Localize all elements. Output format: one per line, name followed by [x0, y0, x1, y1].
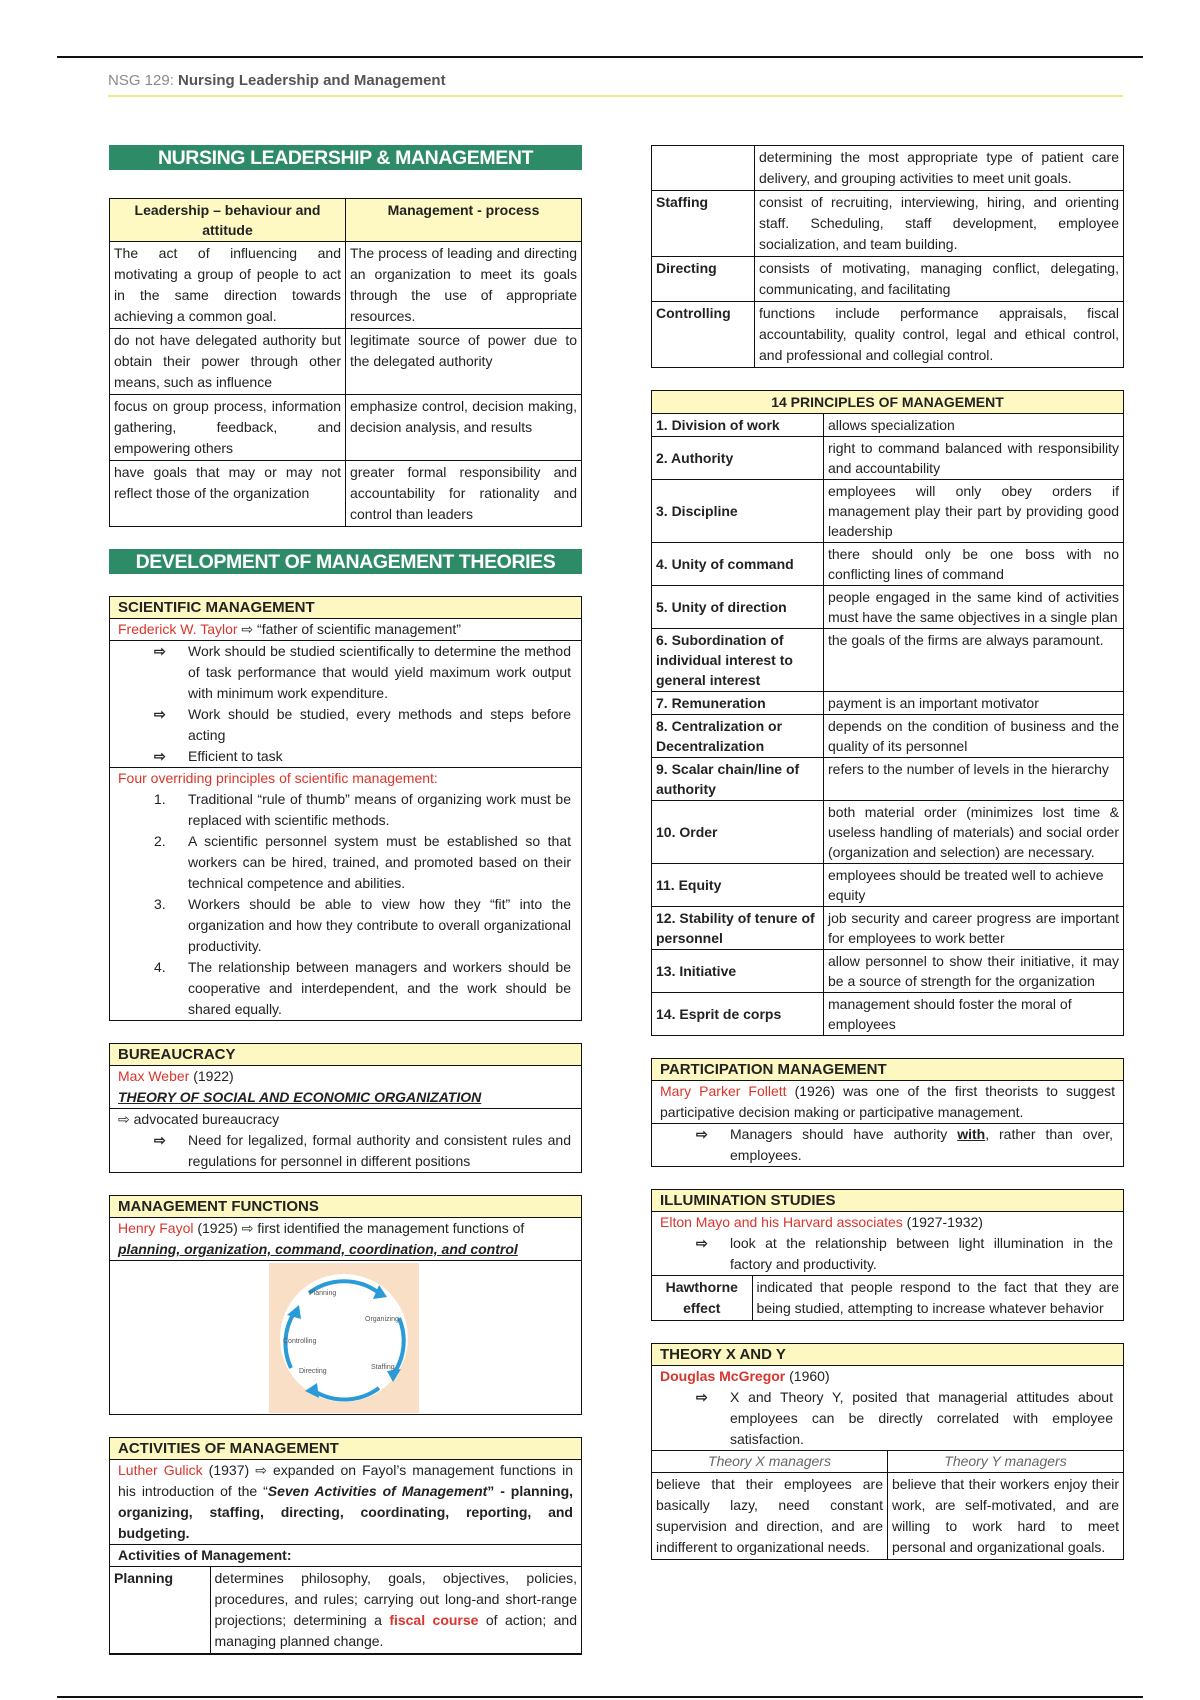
bullet-item	[652, 1124, 1123, 1166]
arrow-right-icon: ⇨	[154, 1132, 166, 1148]
box-title: THEORY X AND Y	[652, 1344, 1123, 1366]
principle-text: employees should be treated well to achieve equity	[824, 864, 1124, 907]
diagram-label: Organizing	[365, 1316, 399, 1323]
bullet-text: Need for legalized, formal authority and consistent rules and regulations for personnel in different positions	[188, 1132, 571, 1169]
activity-label: Staffing	[652, 191, 755, 257]
participation-management-box	[651, 1058, 1124, 1167]
intro-text: (1937) ⇨ expanded on Fayol’s management functions in his introduction of the “	[118, 1462, 573, 1499]
bullet-item	[110, 704, 581, 746]
leadership-management-table	[109, 198, 582, 527]
table-row	[110, 461, 582, 527]
table-cell: emphasize control, decision making, decision analysis, and results	[346, 395, 582, 461]
diagram-label: Controlling	[283, 1338, 317, 1345]
principles-title: Four overriding principles of scientific management:	[118, 770, 438, 786]
table-row	[652, 993, 1124, 1036]
list-item: 2. A scientific personnel system must be established so that workers can be hired, trained, and promoted based on their technical competence and abilities.	[110, 831, 581, 894]
principle-label: 13. Initiative	[652, 950, 824, 993]
illumination-studies-box	[651, 1189, 1124, 1321]
activities-management-box	[109, 1437, 582, 1655]
theory-xy-table	[652, 1450, 1123, 1559]
principle-text: management should foster the moral of employees	[824, 993, 1124, 1036]
list-item: 4. The relationship between managers and workers should be cooperative and interdependent, and the work should be shared equally.	[110, 957, 581, 1020]
person-name: Elton Mayo and his Harvard associates	[660, 1214, 903, 1230]
person-name: Frederick W. Taylor	[118, 621, 238, 637]
arrow-right-icon: ⇨	[154, 748, 166, 764]
principle-text: payment is an important motivator	[824, 692, 1124, 715]
person-name: Douglas McGregor	[660, 1368, 786, 1384]
seven-activities: Seven Activities of Management	[267, 1483, 488, 1499]
arrow-right-icon: ⇨	[696, 1389, 708, 1405]
table-row	[110, 1567, 581, 1654]
person-year: (1960)	[785, 1368, 830, 1384]
principle-text: allow personnel to show their initiative, it may be a source of strength for the organization	[824, 950, 1124, 993]
box-title: ILLUMINATION STUDIES	[652, 1190, 1123, 1212]
table-row	[652, 692, 1124, 715]
management-functions-box	[109, 1195, 582, 1415]
activity-text: determines philosophy, goals, objectives, policies, procedures, and rules; carrying out long-and short-range projections; determining a fiscal course of action; and managing planned change.	[210, 1567, 581, 1654]
work-title-text: THEORY OF SOCIAL AND ECONOMIC ORGANIZATION	[118, 1089, 482, 1105]
principle-label: 8. Centralization or Decentralization	[652, 715, 824, 758]
principles-table	[651, 390, 1124, 1036]
list-text: Workers should be able to view how they “fit” into the organization and how they contribute to overall organizational productivity.	[188, 896, 571, 954]
table-row	[652, 1276, 1123, 1320]
table-row	[652, 907, 1124, 950]
top-rule	[57, 56, 1143, 58]
bullet-item	[110, 1130, 581, 1172]
section-banner-theories: DEVELOPMENT OF MANAGEMENT THEORIES	[109, 549, 582, 574]
advocated-line: ⇨ advocated bureaucracy	[118, 1111, 280, 1127]
hawthorne-label: Hawthorne effect	[652, 1276, 752, 1320]
box-title: ACTIVITIES OF MANAGEMENT	[110, 1438, 581, 1460]
table-row	[110, 395, 582, 461]
bullet-text: Work should be studied, every methods and steps before acting	[188, 706, 571, 743]
theory-xy-box	[651, 1343, 1124, 1560]
management-header: Management - process	[346, 199, 582, 242]
table-row	[110, 329, 582, 395]
functions-diagram-area	[110, 1260, 581, 1414]
principle-label: 5. Unity of direction	[652, 586, 824, 629]
course-code: NSG 129:	[108, 72, 174, 89]
bullet-item	[652, 1233, 1123, 1276]
table-row	[652, 801, 1124, 864]
person-year: (1922)	[189, 1068, 234, 1084]
table-cell: The process of leading and directing an organization to meet its goals through the use of appropriate resources.	[346, 242, 582, 329]
principle-text: both material order (minimizes lost time & useless handling of materials) and social order (organization and selection) are necessary.	[824, 801, 1124, 864]
person-line	[652, 1081, 1123, 1124]
right-column	[651, 145, 1124, 1700]
work-title	[110, 1087, 581, 1109]
theory-y-text: believe that their workers enjoy their work, are self-motivated, and are willing to work hard to meet personal and organizational goals.	[888, 1473, 1124, 1560]
bullet-text: X and Theory Y, posited that managerial attitudes about employees can be directly correlated with employee satisfaction.	[730, 1389, 1113, 1447]
principle-text: right to command balanced with responsibility and accountability	[824, 437, 1124, 480]
table-row	[652, 257, 1124, 302]
table-row	[652, 950, 1124, 993]
table-cell: greater formal responsibility and accountability for rationality and control than leaders	[346, 461, 582, 527]
management-cycle-diagram	[269, 1263, 419, 1413]
principle-label: 1. Division of work	[652, 414, 824, 437]
table-row	[652, 437, 1124, 480]
person-desc: ⇨ “father of scientific management”	[237, 621, 461, 637]
theory-x-text: believe that their employees are basically lazy, need constant supervision and direction, and are indifferent to organizational needs.	[652, 1473, 888, 1560]
list-text: Traditional “rule of thumb” means of organizing work must be replaced with scientific methods.	[188, 791, 571, 828]
principle-text: allows specialization	[824, 414, 1124, 437]
list-text: A scientific personnel system must be established so that workers can be hired, trained, and promoted based on their technical competence and abilities.	[188, 833, 571, 891]
functions-list-text: planning, organization, command, coordination, and control	[118, 1241, 518, 1257]
activities-table	[110, 1567, 581, 1654]
table-row	[652, 864, 1124, 907]
table-row	[652, 1473, 1123, 1560]
person-line	[652, 1366, 1123, 1387]
bullet-item	[110, 746, 581, 768]
table-row	[652, 629, 1124, 692]
table-row	[652, 414, 1124, 437]
bottom-rule	[57, 1696, 1143, 1698]
hawthorne-table	[652, 1276, 1123, 1320]
list-item: 1. Traditional “rule of thumb” means of organizing work must be replaced with scientific methods.	[110, 789, 581, 831]
person-desc: (1926) was one of the first theorists to suggest participative decision making or participative management.	[660, 1083, 1115, 1120]
box-title: MANAGEMENT FUNCTIONS	[110, 1196, 581, 1218]
leadership-header: Leadership – behaviour and attitude	[110, 199, 346, 242]
table-row	[652, 543, 1124, 586]
principle-label: 11. Equity	[652, 864, 824, 907]
diagram-label: Directing	[299, 1368, 327, 1375]
person-line	[110, 619, 581, 641]
activities-continued-table	[651, 145, 1124, 368]
activity-label	[652, 146, 755, 191]
bullet-text: look at the relationship between light illumination in the factory and productivity.	[730, 1235, 1113, 1272]
principle-label: 10. Order	[652, 801, 824, 864]
activity-label: Controlling	[652, 302, 755, 368]
table-row	[110, 242, 582, 329]
section-banner-leadership: NURSING LEADERSHIP & MANAGEMENT	[109, 145, 582, 170]
principle-label: 14. Esprit de corps	[652, 993, 824, 1036]
person-line	[110, 1218, 581, 1239]
table-row	[652, 146, 1124, 191]
theory-y-header: Theory Y managers	[888, 1451, 1124, 1473]
list-text: The relationship between managers and workers should be cooperative and interdependent, and the work should be shared equally.	[188, 959, 571, 1017]
principle-text: the goals of the firms are always paramount.	[824, 629, 1124, 692]
person-name: Luther Gulick	[118, 1462, 203, 1478]
bullet-text: Efficient to task	[188, 748, 283, 764]
person-line	[110, 1066, 581, 1087]
person-desc: (1925) ⇨ first identified the management functions of	[193, 1220, 525, 1236]
principle-text: employees will only obey orders if management play their part by providing good leadership	[824, 480, 1124, 543]
theory-x-header: Theory X managers	[652, 1451, 888, 1473]
table-row	[652, 758, 1124, 801]
principle-label: 7. Remuneration	[652, 692, 824, 715]
principle-label: 3. Discipline	[652, 480, 824, 543]
activity-label: Directing	[652, 257, 755, 302]
arrow-right-icon: ⇨	[154, 643, 166, 659]
activity-label: Planning	[110, 1567, 210, 1654]
principle-text: there should only be one boss with no conflicting lines of command	[824, 543, 1124, 586]
diagram-label: Staffing	[371, 1364, 395, 1371]
activity-text: functions include performance appraisals, fiscal accountability, quality control, legal and ethical control, and professional and collegial control.	[755, 302, 1124, 368]
course-title: Nursing Leadership and Management	[178, 72, 446, 89]
bureaucracy-box	[109, 1043, 582, 1173]
table-cell: The act of influencing and motivating a group of people to act in the same direction towards achieving a common goal.	[110, 242, 346, 329]
table-row	[652, 480, 1124, 543]
principle-text: job security and career progress are important for employees to work better	[824, 907, 1124, 950]
table-cell: do not have delegated authority but obtain their power through other means, such as influence	[110, 329, 346, 395]
principle-label: 4. Unity of command	[652, 543, 824, 586]
page-header	[108, 72, 446, 89]
person-year: (1927-1932)	[902, 1214, 983, 1230]
activity-text: consists of motivating, managing conflict, delegating, communicating, and facilitating	[755, 257, 1124, 302]
bullet-item	[652, 1387, 1123, 1450]
left-column	[109, 145, 582, 1700]
activity-text: determining the most appropriate type of patient care delivery, and grouping activities to meet unit goals.	[755, 146, 1124, 191]
box-title: BUREAUCRACY	[110, 1044, 581, 1066]
arrow-right-icon: ⇨	[696, 1235, 708, 1251]
bullet-item	[110, 641, 581, 704]
activity-text: consist of recruiting, interviewing, hiring, and orienting staff. Scheduling, staff development, employee socialization, and team building.	[755, 191, 1124, 257]
intro-text-2: ” - planning, organizing, staffing, directing, coordinating, reporting, and budgeting.	[118, 1483, 574, 1541]
principle-label: 6. Subordination of individual interest to general interest	[652, 629, 824, 692]
person-name: Henry Fayol	[118, 1220, 194, 1236]
scientific-management-box	[109, 596, 582, 1021]
activities-subtitle: Activities of Management:	[110, 1545, 581, 1567]
principle-text: people engaged in the same kind of activities must have the same objectives in a single plan	[824, 586, 1124, 629]
table-row	[652, 302, 1124, 368]
table-cell: have goals that may or may not reflect those of the organization	[110, 461, 346, 527]
principle-text: refers to the number of levels in the hierarchy	[824, 758, 1124, 801]
box-title: PARTICIPATION MANAGEMENT	[652, 1059, 1123, 1081]
table-row	[652, 715, 1124, 758]
table-cell: focus on group process, information gathering, feedback, and empowering others	[110, 395, 346, 461]
principle-text: depends on the condition of business and the quality of its personnel	[824, 715, 1124, 758]
bullet-text: Work should be studied scientifically to determine the method of task performance that would yield maximum work output with minimum work expenditure.	[188, 643, 571, 701]
principles-title: 14 PRINCIPLES OF MANAGEMENT	[652, 391, 1124, 414]
diagram-label: Planning	[309, 1290, 337, 1297]
box-title: SCIENTIFIC MANAGEMENT	[110, 597, 581, 619]
cycle-svg	[269, 1263, 419, 1413]
principle-label: 12. Stability of tenure of personnel	[652, 907, 824, 950]
principle-label: 9. Scalar chain/line of authority	[652, 758, 824, 801]
table-row	[652, 586, 1124, 629]
functions-list	[110, 1239, 581, 1260]
person-name: Mary Parker Follett	[660, 1083, 787, 1099]
header-underline	[108, 95, 1123, 97]
list-item: 3. Workers should be able to view how they “fit” into the organization and how they contribute to overall organizational productivity.	[110, 894, 581, 957]
bullet-text: Managers should have authority with, rather than over, employees.	[730, 1126, 1114, 1163]
person-name: Max Weber	[118, 1068, 190, 1084]
arrow-right-icon: ⇨	[154, 706, 166, 722]
activities-intro	[110, 1460, 581, 1545]
principle-label: 2. Authority	[652, 437, 824, 480]
table-row	[652, 191, 1124, 257]
arrow-right-icon: ⇨	[696, 1126, 708, 1142]
hawthorne-text: indicated that people respond to the fact that they are being studied, attempting to increase whatever behavior	[756, 1279, 1119, 1316]
person-line	[652, 1212, 1123, 1233]
table-cell: legitimate source of power due to the delegated authority	[346, 329, 582, 395]
